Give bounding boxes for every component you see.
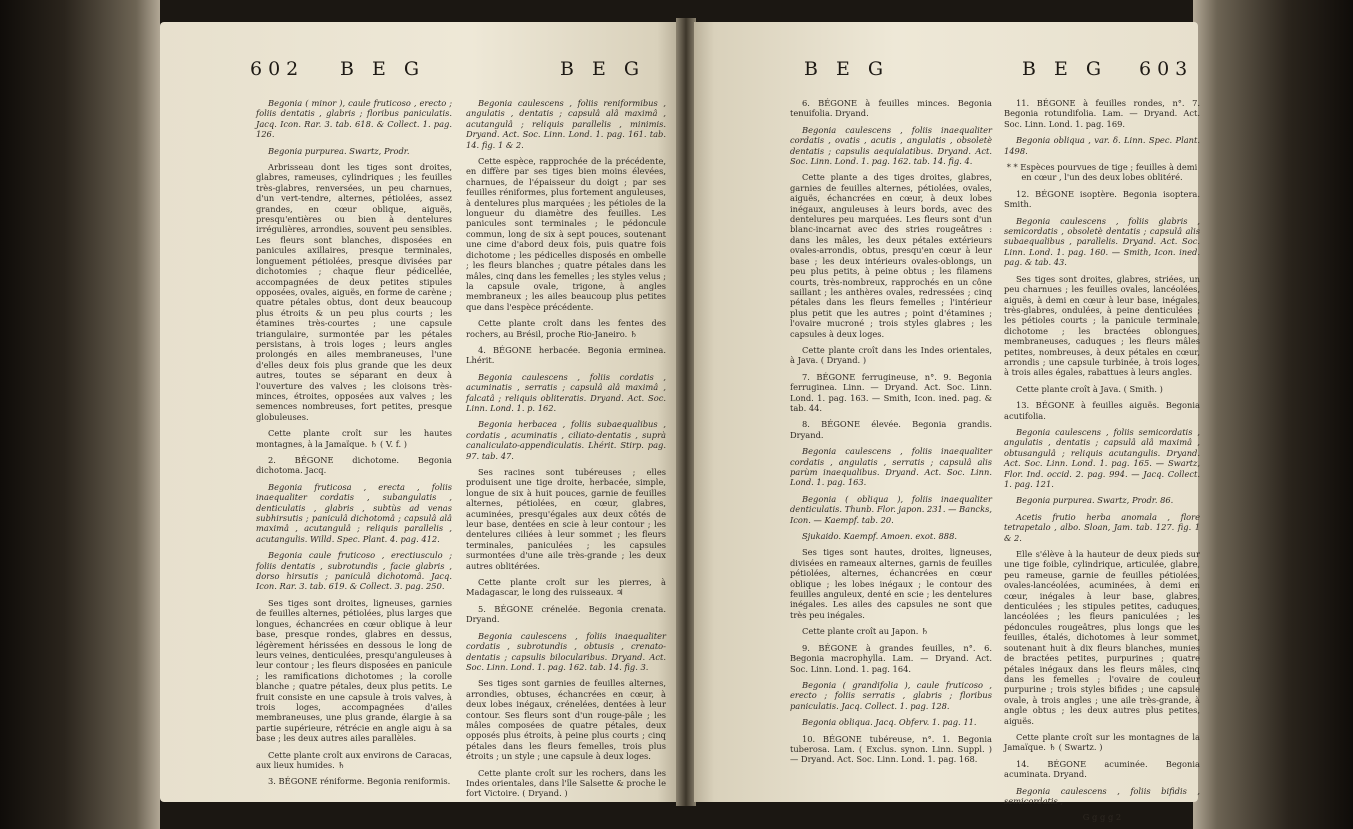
text-paragraph: Cette plante croît sur les pierres, à Madagascar, le long des ruisseaux. ♃ (466, 577, 666, 598)
text-paragraph: 9. BÉGONE à grandes feuilles, n°. 6. Begonia macrophylla. Lam. — Dryand. Act. Soc. Linn. Lond. 1. pag. 164. (790, 642, 992, 674)
right-running-head: B E G (804, 58, 890, 80)
text-paragraph: 14. BÉGONE acuminée. Begonia acuminata. Dryand. (1004, 758, 1200, 780)
text-paragraph: 5. BÉGONE crénelée. Begonia crenata. Dryand. (466, 603, 666, 625)
text-paragraph: Begonia caulescens , foliis inaequaliter cordatis , angulatis , serratis ; capsulâ alis parùm inaequalibus. Dryand. Act. Soc. Linn. Lond. 1. pag. 163. (790, 446, 992, 488)
text-paragraph: Acetis frutio herba anomala , flore tetrapetalo , albo. Sloan, Jam. tab. 127. fig. 1 & 2. (1004, 511, 1200, 543)
right-page-edges (1193, 0, 1353, 829)
text-paragraph: * * Espèces pourvues de tige ; feuilles à demi en cœur , l'un des deux lobes oblitéré. (1006, 162, 1198, 183)
text-paragraph: Cette plante croît aux environs de Caracas, aux lieux humides. ♄ (256, 749, 452, 770)
text-paragraph: 13. BÉGONE à feuilles aiguës. Begonia acutifolia. (1004, 400, 1200, 421)
text-paragraph: Begonia caulescens , foliis bifidis , semicordatis , (1004, 785, 1200, 806)
text-paragraph: Ses tiges sont hautes, droites, ligneuses, divisées en rameaux alternes, garnis de feuilles pétiolées, alternes, échancrées en cœur oblique ; les lobes inégaux ; le contour des feuilles anguleux, denté en scie ; les dentelures inégales. Les ailes des capsules ne sont que très peu inégales. (790, 547, 992, 620)
right-page (694, 22, 1200, 823)
text-paragraph: 8. BÉGONE élevée. Begonia grandis. Dryand. (790, 419, 992, 440)
text-paragraph: Elle s'élève à la hauteur de deux pieds sur une tige foible, cylindrique, articulée, glabre, peu rameuse, garnie de feuilles pétiolées, ovales-lancéolées, acuminées, à demi en cœur, inégales à leur base, glabres, denticulées ; les stipules petites, caduques, lancéolées ; les fleurs paniculées ; les pédoncules rougeâtres, plus longs que les feuilles, étalés, dichotomes à leur sommet, soutenant huit à dix fleurs blanches, munies de bractées petites, purpurines ; quatre pétales inégaux dans les fleurs mâles, cinq dans les femelles ; l'ovaire de couleur purpurine ; trois styles bifides ; une capsule ovale, à trois angles ; une aile très-grande, à angle obtus ; les deux autres plus petites, aiguës. (1004, 549, 1200, 726)
right-column-1 (790, 98, 992, 771)
text-paragraph: Cette plante croît sur les rochers, dans les Indes orientales, dans l'île Salsette & proche le fort Victoire. ( Dryand. ) (466, 767, 666, 799)
left-page-number: 602 (250, 58, 305, 80)
text-paragraph: Begonia caulescens , foliis inaequaliter cordatis , ovatis , acutis , angulatis , obsoletè dentatis ; capsulis aequialatibus. Dryand. Act. Soc. Linn. Lond. 1. pag. 162. tab. 14. fig. 4. (790, 124, 992, 167)
left-page-edges (0, 0, 160, 829)
text-paragraph: Cette plante croît sur les montagnes de la Jamaïque. ♄ ( Swartz. ) (1004, 731, 1200, 753)
left-running-head: B E G (340, 58, 426, 80)
right-column-2 (1004, 98, 1200, 829)
text-paragraph: 10. BÉGONE tubéreuse, n°. 1. Begonia tuberosa. Lam. ( Exclus. synon. Linn. Suppl. ) — Dryand. Act. Soc. Linn. Lond. 1. pag. 168. (790, 733, 992, 765)
text-paragraph: Cette plante croît au Japon. ♄ (802, 626, 929, 637)
right-running-head-2: B E G (1022, 58, 1108, 80)
text-paragraph: 4. BÉGONE herbacée. Begonia erminea. Lhérit. (466, 344, 666, 366)
text-paragraph: 6. BÉGONE à feuilles minces. Begonia tenuifolia. Dryand. (790, 98, 992, 119)
right-page-number: 603 (1139, 58, 1194, 80)
text-paragraph: Cette plante croît dans les Indes orientales, à Java. ( Dryand. ) (790, 344, 992, 366)
left-column-1 (256, 98, 452, 793)
text-paragraph: Begonia herbacea , foliis subaequalibus , cordatis , acuminatis , ciliato-dentatis , suprà canaliculato-appendiculatis. Lhérit. Stirp. pag. 97. tab. 47. (466, 419, 666, 461)
text-paragraph: Begonia obliqua. Jacq. Obferv. 1. pag. 11. (802, 717, 977, 728)
text-paragraph: Begonia obliqua , var. δ. Linn. Spec. Plant. 1498. (1004, 135, 1200, 156)
text-paragraph: Begonia ( minor ), caule fruticoso , erecto ; foliis dentatis , glabris ; floribus paniculatis. Jacq. Icon. Rar. 3. tab. 618. & Collect. 1. pag. 126. (256, 98, 452, 140)
text-paragraph: Cette plante croît dans les fentes des rochers, au Brésil, proche Rio-Janeiro. ♄ (466, 318, 666, 339)
text-paragraph: Begonia caulescens , foliis semicordatis , angulatis , dentatis ; capsulâ alâ maximâ , obtusangulâ ; reliquis acutangulis. Dryand. Act. Soc. Linn. Lond. 1. pag. 165. — Swartz, Flor. Ind. occid. 2. pag. 994. — Jacq. Collect. 1. pag. 121. (1004, 426, 1200, 489)
text-paragraph: Begonia ( obliqua ), foliis inaequaliter denticulatis. Thunb. Flor. japon. 231. — Bancks, Icon. — Kaempf. tab. 20. (790, 493, 992, 525)
text-paragraph: Cette plante croît sur les hautes montagnes, à la Jamaïque. ♄ ( V. f. ) (256, 428, 452, 449)
text-paragraph: Arbrisseau dont les tiges sont droites, glabres, rameuses, cylindriques ; les feuilles très-glabres, renversées, un peu charnues, d'un vert-tendre, alternes, pétiolées, assez grandes, en cœur oblique, aiguës, presqu'entières ou bien à dentelures irrégulières, arrondies, souvent peu sensibles. Les fleurs sont blanches, disposées en panicules axillaires, presque terminales, longuement pétiolées, presque divisées par dichotomies ; chaque fleur pédicellée, accompagnées de deux petites stipules opposées, ovales, aiguës, en forme de carène ; quatre pétales obtus, dont deux beaucoup plus étroits & un peu plus courts ; les étamines très-courtes ; une capsule triangulaire, surmontée par les pétales persistans, à trois loges ; leurs angles prolongés en ailes membraneuses, l'une d'elles deux fois plus grande que les deux autres, toutes se séparant en deux à l'ouverture des valves ; les cloisons très-minces, étroites, opposées aux valves ; les semences nombreuses, fort petites, presque globuleuses. (256, 162, 452, 422)
text-paragraph: Begonia fruticosa , erecta , foliis inaequaliter cordatis , subangulatis , denticulatis , glabris , subtùs ad venas subhirsutis ; paniculâ dichotomâ ; capsulâ alâ maximâ , acutangulâ ; reliquis parallelis , acutangulis. Willd. Spec. Plant. 4. pag. 412. (256, 481, 452, 544)
text-paragraph: 2. BÉGONE dichotome. Begonia dichotoma. Jacq. (256, 455, 452, 476)
text-paragraph: Begonia purpurea. Swartz, Prodr. 86. (1016, 495, 1174, 506)
text-paragraph: Begonia caulescens , foliis inaequaliter cordatis , subrotundis , obtusis , crenato-dentatis ; capsulis bilocularibus. Dryand. Act. Soc. Linn. Lond. 1. pag. 162. tab. 14. fig. 3. (466, 630, 666, 672)
text-paragraph: Begonia ( grandifolia ), caule fruticoso , erecto ; foliis serratis , glabris ; floribus paniculatis. Jacq. Collect. 1. pag. 128. (790, 679, 992, 711)
text-paragraph: Ses tiges sont garnies de feuilles alternes, arrondies, obtuses, échancrées en cœur, à deux lobes inégaux, crénelées, dentées à leur contour. Ses fleurs sont d'un rouge-pâle ; les mâles composées de quatre pétales, deux opposés plus étroits, à peine plus courts ; cinq pétales dans les fleurs femelles, trois plus étroits ; un style ; une capsule à deux loges. (466, 678, 666, 762)
text-paragraph: 3. BÉGONE réniforme. Begonia reniformis. (268, 776, 451, 787)
text-paragraph: Begonia purpurea. Swartz, Prodr. (268, 145, 410, 156)
text-paragraph: 12. BÉGONE isoptère. Begonia isoptera. Smith. (1004, 188, 1200, 210)
text-paragraph: Sjukaido. Kaempf. Amoen. exot. 888. (802, 531, 957, 542)
text-paragraph: Cette espèce, rapprochée de la précédente, en diffère par ses tiges bien moins élevées, charnues, de l'épaisseur du doigt ; par ses feuilles réniformes, plus fortement anguleuses, à dentelures plus marquées ; les pétioles de la longueur du diamètre des feuilles. Les panicules sont terminales ; le pédoncule commun, long de six à sept pouces, soutenant une cime d'abord deux fois, puis quatre fois dichotome ; les pédicelles disposés en ombelle ; les fleurs blanches ; quatre pétales dans les mâles, cinq dans les femelles ; les styles velus ; la capsule ovale, trigone, à angles membraneux ; les ailes beaucoup plus petites que dans l'espèce précédente. (466, 156, 666, 312)
text-paragraph: Ses tiges sont droites, ligneuses, garnies de feuilles alternes, pétiolées, plus larges que longues, échancrées en cœur oblique à leur base, presque rondes, glabres en dessus, légèrement hérissées en dessous le long de leurs veines, denticulées, presqu'anguleuses à leur contour ; les fleurs disposées en panicule ; les ramifications dichotomes ; la corolle blanche ; quatre pétales, deux plus petits. Le fruit consiste en une capsule à trois valves, à trois loges, accompagnées d'ailes membraneuses, une plus grande, élargie à sa partie supérieure, rétrécie en angle aigu à sa base ; les deux autres ailes parallèles. (256, 597, 452, 744)
text-paragraph: 11. BÉGONE à feuilles rondes, n°. 7. Begonia rotundifolia. Lam. — Dryand. Act. Soc. Linn. Lond. 1. pag. 169. (1004, 98, 1200, 129)
left-page (160, 22, 678, 802)
text-paragraph: Cette plante a des tiges droites, glabres, garnies de feuilles alternes, pétiolées, ovales, aiguës, échancrées en cœur, à deux lobes inégaux, anguleuses à leurs bords, avec des dentelures peu marquées. Les fleurs sont d'un blanc-incarnat avec des stries rougeâtres : dans les mâles, les deux pétales extérieurs ovales-arrondis, obtus, presqu'en cœur à leur base ; les deux intérieurs ovales-oblongs, un peu plus petits, à peine obtus ; les filamens courts, très-nombreux, rapprochés en un cône saillant ; les anthères ovales, redressées ; cinq pétales dans les fleurs femelles ; l'intérieur plus petit que les autres ; point d'étamines ; l'ovaire mucroné ; trois styles glabres ; les capsules à deux loges. (790, 172, 992, 339)
book-gutter (676, 18, 696, 806)
text-paragraph: Ses tiges sont droites, glabres, striées, un peu charnues ; les feuilles ovales, lancéolées, aiguës, à demi en cœur à leur base, inégales, très-glabres, ondulées, à peine denticulées ; les pétioles courts ; la panicule terminale, dichotome ; les bractées oblongues, membraneuses, caduques ; les fleurs mâles petites, nombreuses, à deux pétales en cœur, arrondis ; une capsule turbinée, à trois loges, à trois ailes égales, rabattues à leurs angles. (1004, 273, 1200, 378)
text-paragraph: Begonia caulescens , foliis glabris , semicordatis , obsoletè dentatis ; capsulâ alis subaequalibus , parallelis. Dryand. Act. Soc. Linn. Lond. 1. pag. 160. — Smith, Icon. ined. pag. & tab. 43. (1004, 215, 1200, 268)
text-paragraph: Ses racines sont tubéreuses ; elles produisent une tige droite, herbacée, simple, longue de six à huit pouces, garnie de feuilles alternes, pétiolées, en cœur, glabres, acuminées, presqu'égales aux deux côtés de leur base, dentées en scie à leur contour ; les dentelures ciliées à leur sommet ; les fleurs terminales, paniculées ; les capsules surmontées d'une aile très-grande ; les deux autres oblitérées. (466, 467, 666, 571)
text-paragraph: 7. BÉGONE ferrugineuse, n°. 9. Begonia ferruginea. Linn. — Dryand. Act. Soc. Linn. Lond. 1. pag. 163. — Smith, Icon. ined. pag. & tab. 44. (790, 371, 992, 413)
text-paragraph: Begonia caulescens , foliis reniformibus , angulatis , dentatis ; capsulâ alâ maximâ , acutangulâ ; reliquis parallelis , minimis. Dryand. Act. Soc. Linn. Lond. 1. pag. 161. tab. 14. fig. 1 & 2. (466, 98, 666, 150)
left-column-2 (466, 98, 666, 805)
text-paragraph: Begonia caulescens , foliis cordatis , acuminatis , serratis ; capsulâ alâ maximâ , falcatâ ; reliquis obliteratis. Dryand. Act. Soc. Linn. Lond. 1. p. 162. (466, 371, 666, 413)
left-running-head-2: B E G (560, 58, 646, 80)
text-paragraph: G g g g 2 (1082, 812, 1122, 823)
text-paragraph: Cette plante croît à Java. ( Smith. ) (1016, 383, 1163, 394)
text-paragraph: Begonia caule fruticoso , erectiusculo ; foliis dentatis , subrotundis , facie glabris , dorso hirsutis ; paniculâ dichotomâ. Jacq. Icon. Rar. 3. tab. 619. & Collect. 3. pag. 250. (256, 550, 452, 592)
